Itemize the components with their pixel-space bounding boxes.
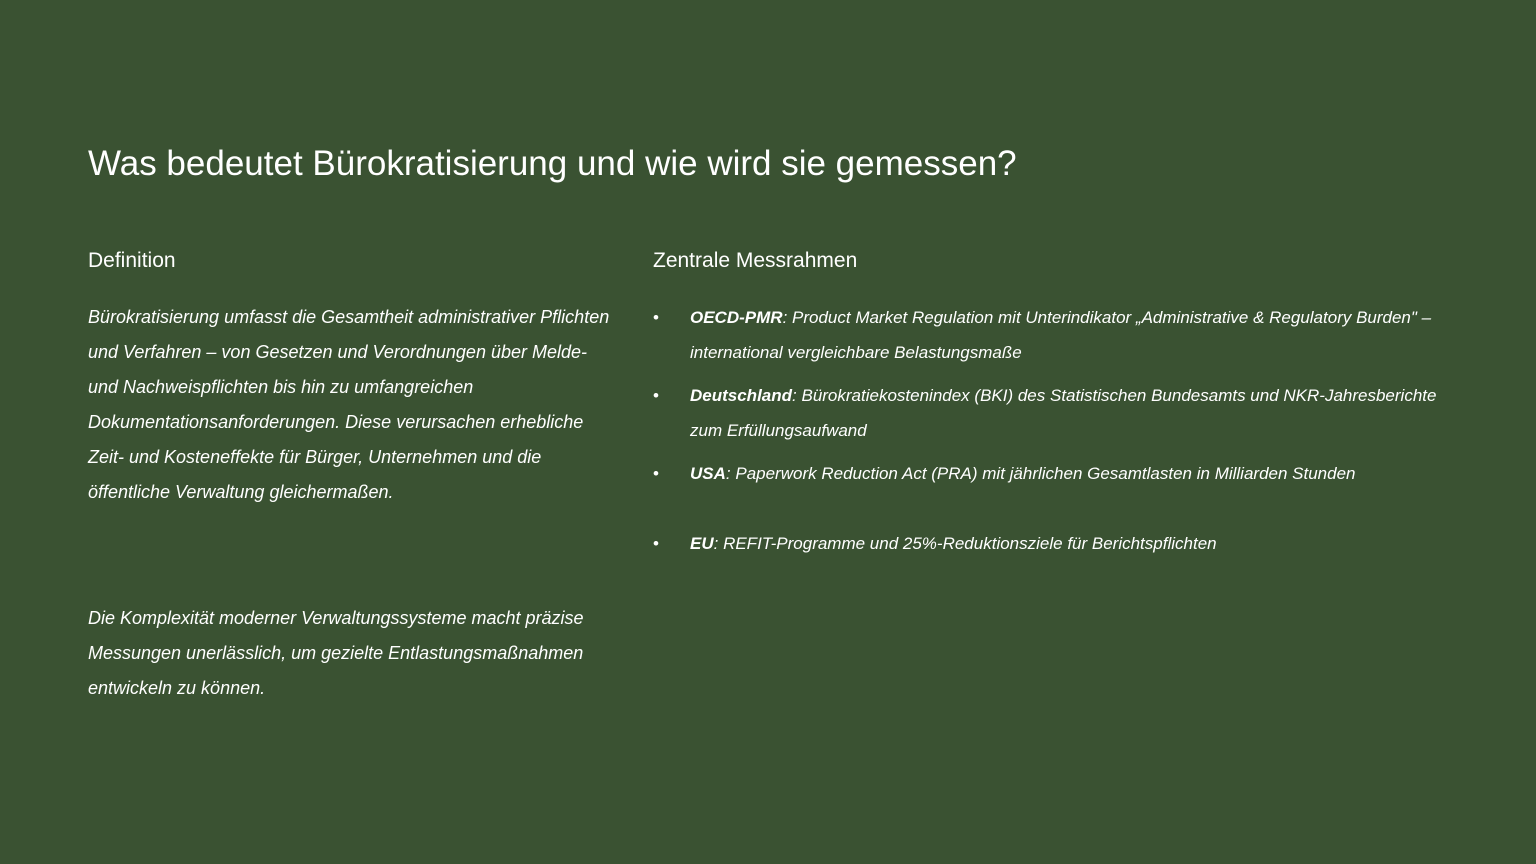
definition-heading: Definition — [88, 249, 176, 272]
frameworks-heading: Zentrale Messrahmen — [653, 249, 858, 272]
bullet-icon: • — [653, 534, 659, 553]
slide-title: Was bedeutet Bürokratisierung und wie wird sie gemessen? — [88, 144, 1017, 183]
list-item — [653, 456, 1473, 491]
list-item — [653, 300, 1473, 370]
framework-name: USA — [690, 464, 726, 483]
frameworks-list — [653, 300, 1473, 569]
framework-description: : Paperwork Reduction Act (PRA) mit jährlichen Gesamtlasten in Milliarden Stunden — [725, 464, 1356, 483]
list-item — [653, 378, 1473, 448]
definition-paragraph: Bürokratisierung umfasst die Gesamtheit administrativer Pflichten und Verfahren – von Gesetzen und Verordnungen über Melde- und Nachweispflichten bis hin zu umfangreichen Dokumentationsanforderungen. Diese verursachen erhebliche Zeit- und Kosteneffekte für Bürger, Unternehmen und die öffentliche Verwaltung gleichermaßen. — [88, 307, 610, 502]
bullet-icon: • — [653, 308, 659, 327]
framework-name: EU — [690, 534, 714, 553]
list-item — [653, 526, 1473, 561]
framework-name: Deutschland — [690, 386, 793, 405]
bullet-icon: • — [653, 464, 659, 483]
framework-description: : Product Market Regulation mit Unterindikator „Administrative & Regulatory Burden" – international vergleichbare Belastungsmaße — [690, 308, 1432, 362]
framework-name: OECD-PMR — [690, 308, 783, 327]
complexity-paragraph: Die Komplexität moderner Verwaltungssysteme macht präzise Messungen unerlässlich, um gezielte Entlastungsmaßnahmen entwickeln zu können. — [88, 608, 584, 698]
bullet-icon: • — [653, 386, 659, 405]
framework-description: : REFIT-Programme und 25%-Reduktionsziele für Berichtspflichten — [713, 534, 1217, 553]
framework-description: : Bürokratiekostenindex (BKI) des Statistischen Bundesamts und NKR-Jahresberichte zum Erfüllungsaufwand — [690, 386, 1437, 440]
